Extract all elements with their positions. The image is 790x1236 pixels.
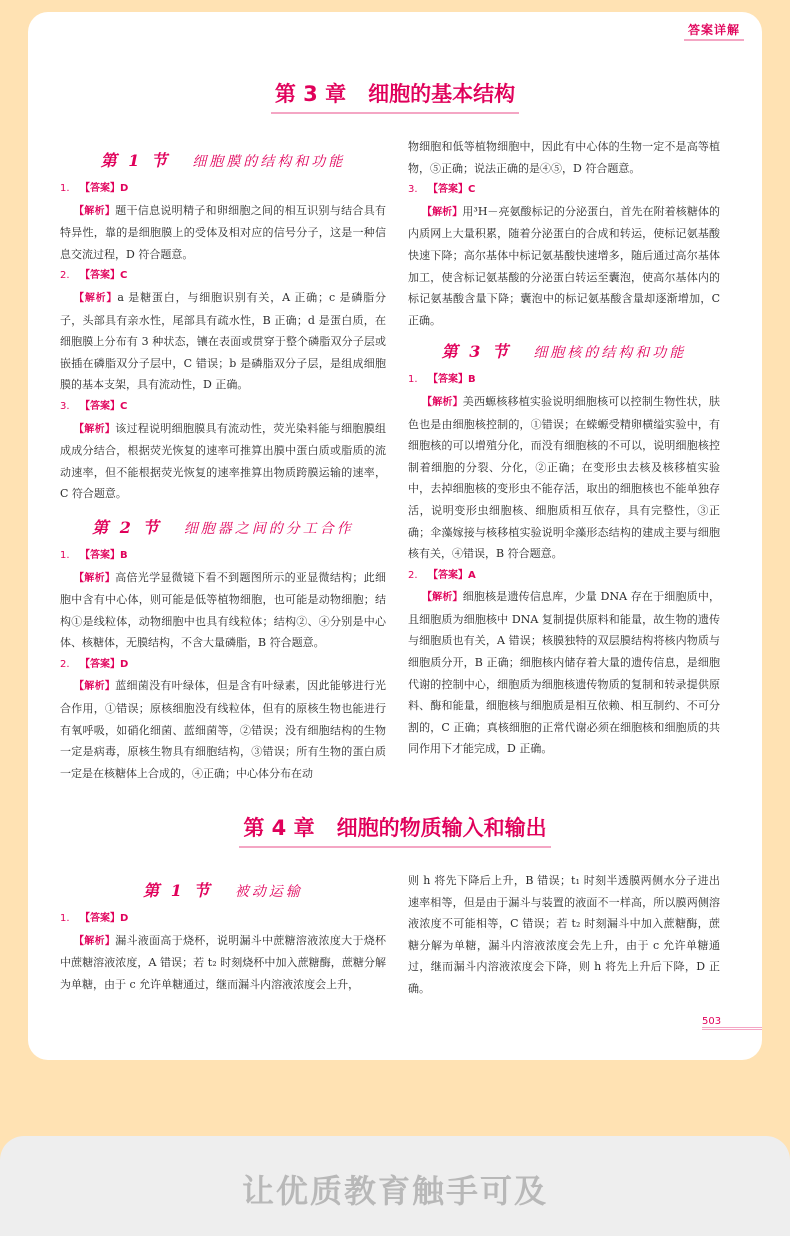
question-number: 2. bbox=[60, 270, 70, 282]
explanation-label: 【解析】 bbox=[74, 205, 116, 217]
explanation-label: 【解析】 bbox=[74, 681, 116, 693]
explanation-text: 蓝细菌没有叶绿体，但是含有叶绿素，因此能够进行光合作用，①错误；原核细胞没有线粒体，但有的原核生物也能进行有氧呼吸，如硝化细菌、蓝细菌等，②错误；没有细胞结构的生物一定是病毒，原核生物具有细胞结构，③错误；所有生物的蛋白质一定是在核糖体上合成的，④正确；中心体分布在动 bbox=[60, 679, 387, 780]
answer-item bbox=[60, 545, 386, 567]
question-number: 1. bbox=[60, 183, 70, 194]
section-name: 细胞器之间的分工合作 bbox=[183, 520, 354, 537]
right-column-ch4 bbox=[408, 870, 720, 1000]
question-number: 1. bbox=[60, 549, 70, 561]
answer-item bbox=[60, 654, 386, 676]
explanation-label: 【解析】 bbox=[74, 572, 116, 584]
answer-label: 【答案】D bbox=[80, 658, 129, 670]
explanation-text: 美西螈核移植实验说明细胞核可以控制生物性状，肤色也是由细胞核控制的，①错误；在蝾螈受精卵横缢实验中，有细胞核的可以增殖分化，而没有细胞核的不可以，说明细胞核控制着细胞的分裂、分化，②正确；在变形虫去核及核移植实验中，去掉细胞核的变形虫不能存活，取出的细胞核也不能单独存活，说明变形虫细胞核、细胞质相互依存，具有完整性，③正确；伞藻嫁接与核移植实验说明伞藻形态结构的建成主要与细胞核有关，④错误，B 符合题意。 bbox=[408, 394, 721, 561]
explanation-text: 细胞核是遗传信息库，少量 DNA 存在于细胞质中，且细胞质为细胞核中 DNA 复制提供原料和能量，故生物的遗传与细胞质也有关，A 错误；核膜独特的双层膜结构将核内物质与细胞质分开，B 正确；细胞核内储存着大量的遗传信息，是细胞代谢的控制中心，细胞质为细胞核遗传物质的复制和转录提供原料、酶和能量，细胞核与细胞质是相互依赖、相互制约、不可分割的，C 正确；真核细胞的正常代谢必须在细胞核和细胞质的共同作用下才能完成，D 正确。 bbox=[408, 590, 721, 756]
answer-item bbox=[408, 565, 720, 587]
left-column-ch3 bbox=[60, 144, 386, 784]
explanation-text: a 是糖蛋白，与细胞识别有关，A 正确；c 是磷脂分子，头部具有亲水性，尾部具有疏水性，B 正确；d 是蛋白质，在细胞膜上分布有 3 种状态，镶在表面或贯穿于整个磷脂双分子层或嵌插在磷脂双分子层中，C 错误；b 是磷脂双分子层，是组成细胞膜的基本支架，具有流动性，D 正确。 bbox=[60, 290, 387, 392]
explanation-label: 【解析】 bbox=[74, 423, 116, 435]
chapter-3-number: 第 3 章 bbox=[274, 82, 347, 106]
explanation-continued: 则 h 将先下降后上升，B 错误；t₁ 时刻半透膜两侧水分子进出速率相等，但是由于漏斗与装置的液面不一样高，所以膜两侧溶液浓度不可能相等，C 错误；若 t₂ 时刻漏斗中加入蔗糖酶，蔗糖分解为单糖，漏斗内溶液浓度会先上升，由于 c 允许单糖通过，继而漏斗内溶液浓度会下降，则 h 将先上升后下降，D 正确。 bbox=[408, 874, 720, 995]
right-column-ch3 bbox=[408, 136, 720, 760]
answer-item bbox=[60, 908, 386, 930]
answer-item bbox=[408, 369, 720, 391]
section-title bbox=[60, 511, 386, 545]
question-number: 2. bbox=[60, 658, 70, 670]
explanation-text: 题干信息说明精子和卵细胞之间的相互识别与结合具有特异性，靠的是细胞膜上的受体及相对应的信号分子，这是一种信息交流过程，D 符合题意。 bbox=[60, 203, 387, 261]
explanation-label: 【解析】 bbox=[422, 206, 463, 218]
answer-label: 【答案】C bbox=[80, 400, 128, 412]
chapter-4-name: 细胞的物质输入和输出 bbox=[336, 816, 547, 840]
answer-label: 【答案】C bbox=[80, 270, 128, 282]
question-number: 3. bbox=[60, 400, 70, 412]
section-number: 第 2 节 bbox=[92, 517, 162, 537]
explanation bbox=[60, 930, 386, 996]
chapter-3-title bbox=[28, 78, 762, 114]
explanation bbox=[60, 287, 386, 396]
question-number: 2. bbox=[408, 569, 418, 581]
page-number: 503 bbox=[702, 1016, 762, 1030]
explanation-text: 高倍光学显微镜下看不到题图所示的亚显微结构；此细胞中含有中心体，则可能是低等植物细胞，也可能是动物细胞；结构①是线粒体，动物细胞中也具有线粒体；结构②、④分别是中心体、核糖体，无膜结构，不含大量磷脂，B 符合题意。 bbox=[60, 570, 387, 650]
explanation-text: 该过程说明细胞膜具有流动性，荧光染料能与细胞膜组成成分结合，根据荧光恢复的速率可推算出膜中蛋白质或脂质的流动速率，但不能根据荧光恢复的速率推算出物质跨膜运输的速率，C 符合题意。 bbox=[60, 421, 387, 501]
section-title bbox=[60, 874, 386, 908]
answer-detail-tag: 答案详解 bbox=[684, 20, 744, 41]
explanation-label: 【解析】 bbox=[74, 935, 116, 947]
explanation-label: 【解析】 bbox=[74, 292, 118, 304]
question-number: 1. bbox=[408, 374, 418, 386]
section-name: 细胞核的结构和功能 bbox=[533, 345, 687, 362]
explanation-continued: 物细胞和低等植物细胞中，因此有中心体的生物一定不是高等植物，⑤正确；说法正确的是④⑤，D 符合题意。 bbox=[408, 140, 720, 175]
explanation-label: 【解析】 bbox=[422, 592, 463, 604]
explanation-text: 漏斗液面高于烧杯，说明漏斗中蔗糖溶液浓度大于烧杯中蔗糖溶液浓度，A 错误；若 t₂ 时刻烧杯中加入蔗糖酶，蔗糖分解为单糖，由于 c 允许单糖通过，继而漏斗内溶液浓度会上升， bbox=[60, 933, 387, 991]
left-column-ch4 bbox=[60, 874, 386, 995]
explanation bbox=[408, 586, 720, 760]
explanation-text: 用³H－亮氨酸标记的分泌蛋白，首先在附着核糖体的内质网上大量积累，随着分泌蛋白的合成和转运，使标记氨基酸快速下降；高尔基体中标记氨基酸快速增多，随后通过高尔基体加工，使含标记氨基酸的分泌蛋白转运至囊泡，使高尔基体内的标记氨基酸含量下降；囊泡中的标记氨基酸含量却逐渐增加，C 正确。 bbox=[408, 204, 720, 327]
explanation bbox=[408, 201, 720, 332]
answer-page bbox=[28, 12, 762, 1060]
section-title bbox=[408, 335, 720, 369]
answer-item bbox=[60, 396, 386, 418]
footer-slogan: 让优质教育触手可及 bbox=[241, 1172, 548, 1210]
section-name: 细胞膜的结构和功能 bbox=[192, 154, 346, 170]
explanation bbox=[60, 567, 386, 654]
section-number: 第 3 节 bbox=[441, 342, 511, 362]
answer-item bbox=[60, 265, 386, 287]
answer-label: 【答案】D bbox=[80, 183, 129, 194]
answer-label: 【答案】D bbox=[80, 913, 129, 924]
answer-label: 【答案】C bbox=[428, 184, 476, 196]
answer-label: 【答案】A bbox=[428, 569, 476, 581]
answer-label: 【答案】B bbox=[80, 549, 128, 561]
question-number: 3. bbox=[408, 184, 418, 196]
section-name: 被动运输 bbox=[234, 884, 303, 900]
chapter-3-name: 细胞的基本结构 bbox=[368, 82, 516, 106]
answer-item bbox=[60, 178, 386, 200]
section-title bbox=[60, 144, 386, 178]
section-number: 第 1 节 bbox=[143, 881, 213, 900]
explanation bbox=[60, 200, 386, 266]
section-number: 第 1 节 bbox=[100, 151, 170, 170]
explanation bbox=[60, 418, 386, 505]
footer-banner bbox=[0, 1136, 790, 1236]
answer-label: 【答案】B bbox=[428, 374, 476, 386]
answer-item bbox=[408, 179, 720, 201]
explanation bbox=[60, 675, 386, 784]
question-number: 1. bbox=[60, 913, 70, 924]
chapter-4-number: 第 4 章 bbox=[243, 816, 315, 840]
explanation bbox=[408, 391, 720, 565]
explanation-label: 【解析】 bbox=[422, 396, 463, 408]
chapter-4-title bbox=[28, 812, 762, 848]
